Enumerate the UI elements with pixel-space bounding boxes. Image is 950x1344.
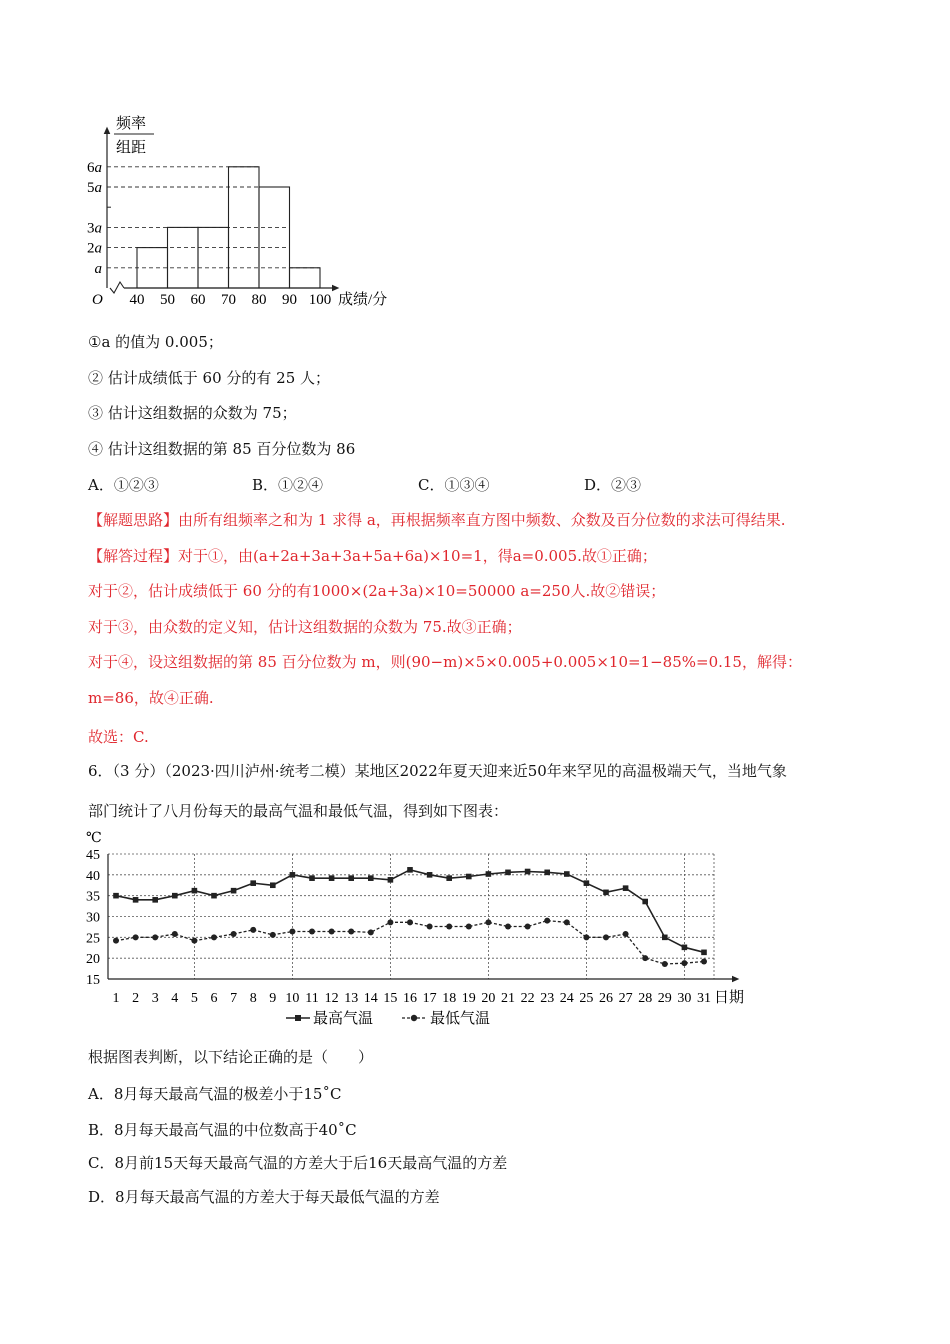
- q5-option-b: B．①②④: [252, 476, 324, 494]
- max-temp-point: [486, 871, 492, 877]
- max-temp-point: [133, 897, 139, 903]
- q6-option-a: A．8月每天最高气温的极差小于15˚C: [88, 1085, 342, 1103]
- max-temp-point: [407, 867, 413, 873]
- max-temp-point: [290, 872, 296, 878]
- hist-ytick-label: 3a: [87, 220, 102, 237]
- lc-legend: [286, 1009, 490, 1027]
- min-temp-point: [583, 934, 589, 940]
- hist-xtick-label: 60: [190, 292, 206, 308]
- min-temp-point: [642, 955, 648, 961]
- legend-min-marker: [411, 1015, 417, 1021]
- temperature-line-chart: [78, 826, 758, 1032]
- lc-ytick-label: 45: [86, 848, 100, 863]
- hist-xtick-label: 100: [308, 292, 332, 308]
- min-temp-point: [329, 929, 335, 935]
- max-temp-point: [662, 935, 668, 941]
- solution-process: 【解答过程】对于①，由(a+2a+3a+3a+5a+6a)×10=1，得a=0.005.故①正确；: [88, 547, 657, 565]
- max-temp-point: [231, 888, 237, 894]
- lc-xtick-label: 11: [305, 991, 319, 1006]
- hist-bar: [198, 227, 229, 288]
- max-temp-point: [701, 950, 707, 956]
- min-temp-point: [387, 919, 393, 925]
- lc-xtick-label: 10: [285, 991, 300, 1006]
- lc-xtick-label: 21: [501, 991, 515, 1006]
- hist-ytick-label: 5a: [87, 180, 102, 196]
- solution-step-3: 对于③，由众数的定义知，估计这组数据的众数为 75.故③正确；: [88, 618, 522, 636]
- lc-xtick-label: 7: [230, 991, 238, 1006]
- lc-ytick-label: 40: [86, 868, 100, 884]
- hist-ytick-label: 6a: [87, 159, 102, 176]
- q6-stem-line-2: 部门统计了八月份每天的最高气温和最低气温，得到如下图表：: [88, 802, 509, 820]
- max-temp-point: [544, 870, 550, 876]
- solution-step-5: m=86，故④正确.: [88, 689, 214, 707]
- max-temp-point: [505, 870, 511, 876]
- hist-ylabel-bottom: 组距: [116, 140, 147, 156]
- q5-option-a: A．①②③: [88, 476, 159, 494]
- legend-max-marker: [295, 1015, 301, 1021]
- lc-ytick-label: 25: [86, 931, 100, 947]
- min-temp-point: [348, 929, 354, 935]
- min-temp-point: [564, 919, 570, 925]
- statement-4: ④ 估计这组数据的第 85 百分位数为 86: [88, 440, 356, 458]
- lc-xtick-label: 17: [422, 991, 437, 1006]
- hist-ytick-label: 2a: [87, 240, 102, 257]
- hist-xtick-label: 70: [221, 292, 236, 308]
- min-temp-point: [113, 938, 119, 944]
- max-temp-point: [368, 875, 374, 881]
- hist-xtick-label: 80: [251, 292, 267, 308]
- min-temp-point: [525, 924, 531, 930]
- max-temp-point: [152, 897, 158, 903]
- max-temp-point: [564, 871, 570, 877]
- lc-xtick-label: 3: [151, 991, 159, 1006]
- max-temp-point: [172, 893, 178, 899]
- min-temp-point: [681, 960, 687, 966]
- lc-ytick-label: 35: [86, 889, 100, 905]
- min-temp-line: [116, 921, 704, 964]
- max-temp-point: [192, 888, 198, 894]
- q5-option-d: D．②③: [584, 476, 642, 494]
- lc-xtick-label: 30: [677, 991, 692, 1006]
- lc-xtick-label: 6: [210, 991, 218, 1006]
- max-temp-point: [642, 899, 648, 905]
- lc-ytick-label: 30: [86, 910, 100, 926]
- min-temp-point: [250, 927, 256, 933]
- max-temp-point: [113, 893, 119, 899]
- min-temp-point: [505, 924, 511, 930]
- lc-xtick-label: 18: [442, 991, 457, 1006]
- min-temp-point: [544, 918, 550, 924]
- max-temp-point: [309, 875, 315, 881]
- lc-xtick-label: 14: [363, 991, 378, 1006]
- max-temp-point: [211, 893, 217, 899]
- lc-unit: ℃: [86, 831, 102, 846]
- min-temp-point: [231, 931, 237, 937]
- min-temp-point: [427, 924, 433, 930]
- max-temp-point: [525, 869, 531, 875]
- legend-min-label: 最低气温: [430, 1011, 491, 1027]
- max-temp-point: [584, 880, 590, 886]
- hist-xlabel: 成绩/分: [338, 292, 388, 308]
- max-temp-point: [466, 874, 472, 880]
- lc-xlabel: 日期: [714, 990, 745, 1006]
- min-temp-point: [309, 929, 315, 935]
- statement-3: ③ 估计这组数据的众数为 75；: [88, 404, 297, 422]
- min-temp-point: [701, 959, 707, 965]
- min-temp-point: [623, 931, 629, 937]
- min-temp-point: [368, 929, 374, 935]
- lc-xtick-label: 25: [579, 991, 594, 1006]
- min-temp-point: [485, 919, 491, 925]
- lc-xtick-label: 27: [618, 991, 633, 1006]
- max-temp-point: [329, 875, 335, 881]
- min-temp-point: [211, 934, 217, 940]
- min-temp-point: [662, 961, 668, 967]
- max-temp-point: [623, 885, 629, 891]
- lc-xtick-label: 16: [403, 991, 417, 1006]
- lc-xtick-label: 8: [249, 991, 257, 1006]
- min-temp-point: [407, 919, 413, 925]
- lc-xtick-label: 23: [540, 991, 555, 1006]
- q6-option-c: C．8月前15天每天最高气温的方差大于后16天最高气温的方差: [88, 1154, 508, 1172]
- max-temp-point: [603, 890, 609, 896]
- min-temp-point: [466, 924, 472, 930]
- max-temp-point: [270, 882, 276, 888]
- q6-option-d: D．8月每天最高气温的方差大于每天最低气温的方差: [88, 1188, 440, 1206]
- q6-option-b: B．8月每天最高气温的中位数高于40˚C: [88, 1121, 357, 1139]
- hist-axis-break: [110, 282, 124, 293]
- max-temp-line: [116, 870, 704, 953]
- lc-xtick-label: 1: [112, 991, 120, 1006]
- statement-2: ② 估计成绩低于 60 分的有 25 人；: [88, 369, 331, 387]
- hist-xtick-label: 40: [129, 292, 145, 308]
- statement-1: ①a 的值为 0.005；: [88, 333, 223, 351]
- lc-xtick-label: 2: [132, 991, 140, 1006]
- max-temp-point: [427, 872, 433, 878]
- hist-ytick-label: a: [94, 260, 102, 277]
- solution-answer: 故选：C.: [88, 728, 149, 746]
- min-temp-point: [289, 929, 295, 935]
- hist-bar: [168, 227, 199, 288]
- q6-stem-line-1: 6．（3 分）（2023·四川泸州·统考二模）某地区2022年夏天迎来近50年来罕见的高温极端天气，当地气象: [88, 762, 787, 780]
- max-temp-point: [446, 875, 452, 881]
- min-temp-point: [152, 934, 158, 940]
- max-temp-point: [388, 877, 394, 883]
- lc-xtick-label: 13: [344, 991, 359, 1006]
- hist-origin: O: [92, 292, 103, 308]
- q5-option-c: C．①③④: [418, 476, 490, 494]
- solution-step-2: 对于②，估计成绩低于 60 分的有1000×(2a+3a)×10=50000 a=250人.故②错误；: [88, 582, 666, 600]
- min-temp-point: [133, 934, 139, 940]
- lc-xtick-label: 12: [324, 991, 339, 1006]
- lc-xtick-label: 29: [657, 991, 672, 1006]
- hist-bar: [259, 187, 290, 288]
- max-temp-point: [250, 880, 256, 886]
- max-temp-point: [348, 875, 354, 881]
- lc-xtick-label: 4: [171, 991, 179, 1006]
- frequency-histogram: [80, 110, 410, 320]
- min-temp-point: [446, 924, 452, 930]
- legend-max-label: 最高气温: [313, 1011, 374, 1027]
- q6-question: 根据图表判断，以下结论正确的是（ ）: [88, 1048, 374, 1066]
- lc-xtick-label: 5: [190, 991, 198, 1006]
- min-temp-point: [603, 934, 609, 940]
- lc-ytick-label: 20: [86, 952, 100, 968]
- solution-idea: 【解题思路】由所有组频率之和为 1 求得 a，再根据频率直方图中频数、众数及百分位数的求法可得结果.: [88, 511, 786, 529]
- hist-xtick-label: 50: [160, 292, 175, 308]
- hist-ylabel-top: 频率: [116, 116, 147, 132]
- lc-xtick-label: 22: [520, 991, 535, 1006]
- lc-xtick-label: 20: [481, 991, 496, 1006]
- min-temp-point: [270, 932, 276, 938]
- lc-ytick-label: 15: [86, 973, 100, 988]
- lc-xtick-label: 19: [461, 991, 476, 1006]
- solution-step-4: 对于④，设这组数据的第 85 百分位数为 m，则(90−m)×5×0.005+0.005×10=1−85%=0.15，解得：: [88, 653, 802, 671]
- hist-bar: [290, 268, 321, 288]
- hist-xtick-label: 90: [282, 292, 297, 308]
- min-temp-point: [172, 931, 178, 937]
- lc-xtick-label: 15: [383, 991, 398, 1006]
- lc-xtick-label: 26: [599, 991, 613, 1006]
- lc-xtick-label: 28: [638, 991, 653, 1006]
- lc-xtick-label: 31: [697, 991, 711, 1006]
- lc-xtick-label: 9: [269, 991, 277, 1006]
- max-temp-point: [682, 945, 688, 951]
- lc-xtick-label: 24: [559, 991, 574, 1006]
- min-temp-point: [191, 938, 197, 944]
